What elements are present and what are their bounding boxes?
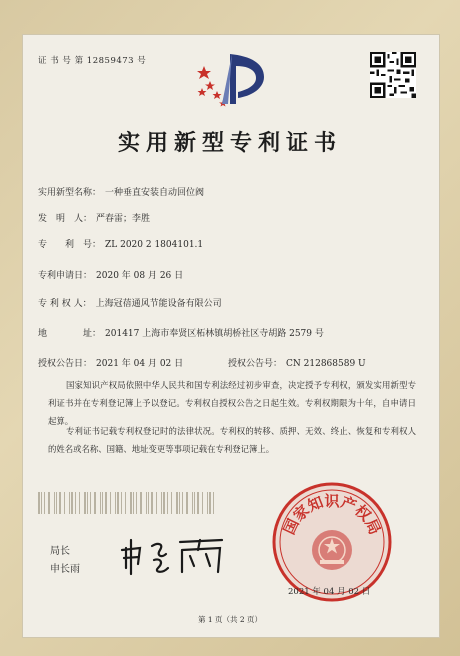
- field-value: 一种垂直安装自动回位阀: [105, 188, 205, 198]
- field-label: 专 利 权 人：: [38, 299, 92, 309]
- field-value: 上海冠蓓通风节能设备有限公司: [95, 299, 222, 309]
- field-grant-announcement-date: [38, 356, 183, 369]
- field-utility-model-name: [38, 185, 204, 198]
- field-label: 授权公告号：: [228, 359, 283, 369]
- signatory-name: 申长雨: [50, 564, 80, 575]
- field-label: 实用新型名称：: [38, 188, 102, 198]
- page-number: 第 1 页（共 2 页）: [197, 615, 263, 624]
- field-label: 专 利 号：: [38, 240, 102, 250]
- field-label: 授权公告日：: [38, 359, 93, 369]
- field-address: [38, 326, 324, 339]
- grant-statement-paragraph: 国家知识产权局依照中华人民共和国专利法经过初步审查，决定授予专利权，颁发实用新型专利证书并在专利登记簿上予以登记。专利权自授权公告之日起生效。专利权期限为十年，自申请日起算。: [48, 380, 416, 426]
- signatory-role: 局长: [50, 546, 70, 557]
- field-inventor: [38, 211, 150, 224]
- certificate-number: 证 书 号 第 12859473 号: [38, 56, 147, 66]
- field-application-date: [38, 268, 183, 281]
- field-patent-number: [38, 237, 203, 250]
- cnipa-emblem-icon: [196, 48, 266, 108]
- field-label: 发 明 人：: [38, 214, 93, 224]
- qr-code: [370, 52, 416, 98]
- field-value: 严春雷；李胜: [96, 214, 151, 224]
- field-label: 专利申请日：: [38, 271, 93, 281]
- field-label: 地 址：: [38, 329, 102, 339]
- handwritten-signature: [118, 528, 238, 578]
- field-grant-announcement-number: [228, 356, 366, 369]
- field-value: 2021 年 04 月 02 日: [96, 359, 184, 369]
- legal-status-paragraph: 专利证书记载专利权登记时的法律状况。专利权的转移、质押、无效、终止、恢复和专利权人的姓名或名称、国籍、地址变更等事项记载在专利登记簿上。: [48, 426, 416, 454]
- field-value: 201417 上海市奉贤区柘林镇胡桥社区寺胡路 2579 号: [105, 329, 324, 339]
- field-value: ZL 2020 2 1804101.1: [105, 240, 204, 250]
- field-patentee: [38, 296, 222, 309]
- seal-text: 国家知识产权局: [279, 492, 385, 538]
- field-value: CN 212868589 U: [286, 359, 366, 369]
- field-value: 2020 年 08 月 26 日: [96, 271, 184, 281]
- seal-date: 2021 年 04 月 02 日: [288, 587, 371, 597]
- document-barcode: [38, 490, 218, 516]
- certificate-title: 实用新型专利证书: [117, 130, 342, 156]
